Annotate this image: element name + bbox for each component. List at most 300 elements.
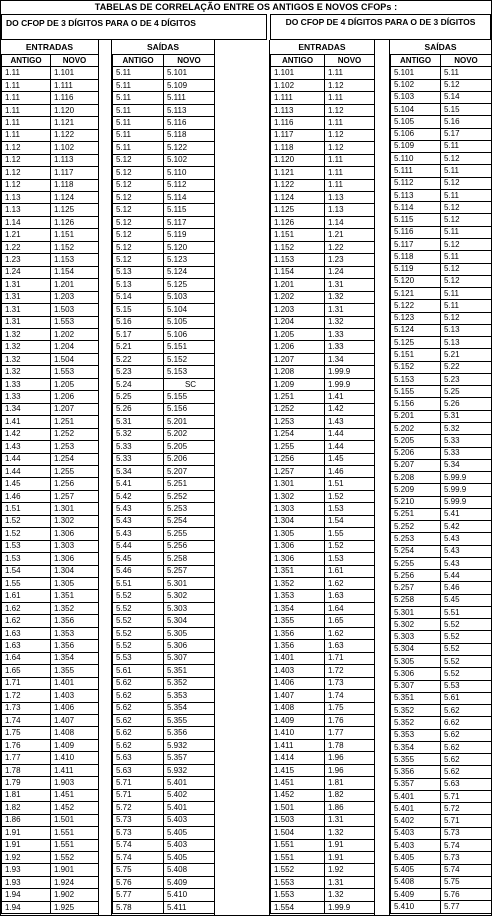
cell-novo: 1.553 [51, 366, 99, 378]
cell-novo: 1.12 [325, 104, 375, 116]
table-row [113, 814, 215, 826]
cell-antigo: 1.306 [271, 553, 325, 565]
cell-novo: 1.351 [51, 590, 99, 602]
cell-novo: 1.124 [51, 191, 99, 203]
cell-novo: 1.924 [51, 876, 99, 888]
cell-antigo: 1.32 [2, 328, 51, 340]
cell-novo: 5.153 [164, 366, 215, 378]
table-row [113, 852, 215, 864]
table-row [271, 179, 375, 191]
cell-antigo: 5.156 [391, 398, 441, 410]
cell-antigo: 5.123 [391, 312, 441, 324]
cell-novo: 5.356 [164, 727, 215, 739]
cell-novo: 1.76 [325, 715, 375, 727]
table-row [391, 238, 492, 250]
cell-novo: 5.116 [164, 117, 215, 129]
table-row [391, 852, 492, 864]
cell-antigo: 5.307 [391, 680, 441, 692]
cell-novo: 5.12 [441, 153, 492, 165]
cell-antigo: 5.43 [113, 503, 164, 515]
table-row [113, 391, 215, 403]
cell-novo: 1.353 [51, 627, 99, 639]
table-row [2, 403, 99, 415]
cell-antigo: 1.111 [271, 92, 325, 104]
cell-antigo: 1.254 [271, 428, 325, 440]
cell-novo: 5.46 [441, 582, 492, 594]
table-row [2, 416, 99, 428]
cell-antigo: 1.45 [2, 478, 51, 490]
cell-novo: 5.62 [441, 766, 492, 778]
cell-antigo: 5.11 [113, 142, 164, 154]
table-row [113, 727, 215, 739]
cell-novo: 5.73 [441, 827, 492, 839]
cell-novo: 1.52 [325, 540, 375, 552]
cell-novo: 1.203 [51, 291, 99, 303]
col-header-antigo: ANTIGO [271, 55, 325, 67]
table-row [271, 67, 375, 79]
cell-novo: 1.301 [51, 503, 99, 515]
cell-novo: 1.501 [51, 814, 99, 826]
cell-antigo: 1.24 [2, 266, 51, 278]
cell-antigo: 1.255 [271, 441, 325, 453]
table-row [391, 656, 492, 668]
table-row [271, 739, 375, 751]
cell-novo: 1.408 [51, 727, 99, 739]
cell-antigo: 1.204 [271, 316, 325, 328]
table-row [113, 378, 215, 390]
table-row [113, 416, 215, 428]
table-row [391, 140, 492, 152]
cell-antigo: 5.62 [113, 690, 164, 702]
table-row [2, 67, 99, 79]
cell-novo: 1.256 [51, 478, 99, 490]
table-row [391, 447, 492, 459]
cell-antigo: 1.305 [271, 528, 325, 540]
cell-antigo: 1.206 [271, 341, 325, 353]
cell-novo: 6.62 [441, 717, 492, 729]
cell-antigo: 5.105 [391, 116, 441, 128]
cell-antigo: 5.403 [391, 840, 441, 852]
cell-novo: 1.13 [325, 191, 375, 203]
cell-antigo: 1.414 [271, 752, 325, 764]
table-row [113, 179, 215, 191]
cell-antigo: 1.53 [2, 553, 51, 565]
table-row [271, 316, 375, 328]
cell-novo: 5.401 [164, 777, 215, 789]
cell-novo: 5.12 [441, 275, 492, 287]
table-row [2, 702, 99, 714]
cell-novo: 1.253 [51, 441, 99, 453]
table-row [391, 398, 492, 410]
cell-novo: 5.76 [441, 889, 492, 901]
cell-antigo: 5.121 [391, 288, 441, 300]
table-row [391, 472, 492, 484]
cell-antigo: 5.11 [113, 129, 164, 141]
cell-antigo: 1.251 [271, 391, 325, 403]
cell-antigo: 5.75 [113, 864, 164, 876]
cell-novo: 1.99.9 [325, 378, 375, 390]
cell-novo: 5.12 [441, 263, 492, 275]
cell-antigo: 1.355 [271, 615, 325, 627]
cell-antigo: 1.76 [2, 739, 51, 751]
cell-antigo: 1.151 [271, 229, 325, 241]
cell-novo: 1.205 [51, 378, 99, 390]
cell-antigo: 1.54 [2, 565, 51, 577]
table-row [271, 802, 375, 814]
table-row [391, 104, 492, 116]
table-row [391, 275, 492, 287]
cell-novo: 5.62 [441, 754, 492, 766]
cell-novo: 1.255 [51, 465, 99, 477]
cell-novo: 5.357 [164, 752, 215, 764]
table-row [271, 590, 375, 602]
cell-novo: 1.41 [325, 391, 375, 403]
cell-antigo: 5.52 [113, 590, 164, 602]
cell-antigo: 5.251 [391, 508, 441, 520]
cell-antigo: 5.118 [391, 251, 441, 263]
cell-novo: 5.255 [164, 528, 215, 540]
cell-novo: 1.92 [325, 864, 375, 876]
cell-antigo: 5.306 [391, 668, 441, 680]
cell-antigo: 1.33 [2, 391, 51, 403]
cell-antigo: 1.11 [2, 129, 51, 141]
table-row [391, 263, 492, 275]
cell-antigo: 5.32 [113, 428, 164, 440]
cell-novo: 5.307 [164, 652, 215, 664]
cell-antigo: 5.71 [113, 777, 164, 789]
cell-novo: 1.31 [325, 876, 375, 888]
table-row [271, 353, 375, 365]
cell-antigo: 1.32 [2, 353, 51, 365]
table-row [271, 328, 375, 340]
cell-antigo: 5.405 [391, 852, 441, 864]
cell-novo: 1.304 [51, 565, 99, 577]
table-row [271, 79, 375, 91]
cell-novo: 5.12 [441, 238, 492, 250]
table-row [113, 353, 215, 365]
cell-novo: 1.257 [51, 490, 99, 502]
table-row [2, 901, 99, 913]
cell-novo: 5.256 [164, 540, 215, 552]
cell-antigo: 1.94 [2, 889, 51, 901]
table-row [391, 668, 492, 680]
cell-antigo: 1.407 [271, 690, 325, 702]
table-row [113, 652, 215, 664]
table-row [391, 459, 492, 471]
cell-antigo: 5.72 [113, 802, 164, 814]
cell-antigo: 5.124 [391, 324, 441, 336]
right-saidas-label: SAÍDAS [424, 42, 457, 52]
col-header-novo: NOVO [325, 55, 375, 67]
table-row [391, 840, 492, 852]
cell-novo: 1.32 [325, 291, 375, 303]
cell-novo: 5.62 [441, 705, 492, 717]
cell-novo: 1.33 [325, 341, 375, 353]
cell-antigo: 5.120 [391, 275, 441, 287]
cell-antigo: 1.91 [2, 827, 51, 839]
cell-novo: 5.99.9 [441, 496, 492, 508]
cell-novo: 1.65 [325, 615, 375, 627]
cell-novo: 5.52 [441, 656, 492, 668]
left-entradas-table [1, 54, 99, 914]
cell-antigo: 1.451 [271, 777, 325, 789]
table-row [391, 214, 492, 226]
cell-antigo: 5.207 [391, 459, 441, 471]
table-row [113, 241, 215, 253]
cell-antigo: 5.152 [391, 361, 441, 373]
cell-antigo: 5.119 [391, 263, 441, 275]
cell-antigo: 5.62 [113, 739, 164, 751]
cell-antigo: 5.409 [391, 889, 441, 901]
cell-novo: 5.71 [441, 815, 492, 827]
cell-antigo: 5.102 [391, 79, 441, 91]
table-row [391, 251, 492, 263]
table-row [2, 266, 99, 278]
cell-novo: 5.74 [441, 864, 492, 876]
table-row [2, 142, 99, 154]
cell-antigo: 5.355 [391, 754, 441, 766]
cell-antigo: 1.551 [271, 852, 325, 864]
cell-antigo: 1.354 [271, 602, 325, 614]
cell-antigo: 5.12 [113, 216, 164, 228]
table-row [391, 705, 492, 717]
table-row [113, 341, 215, 353]
cell-novo: 1.117 [51, 167, 99, 179]
table-row [2, 553, 99, 565]
cell-novo: 5.11 [441, 251, 492, 263]
cell-novo: 5.12 [441, 177, 492, 189]
table-row [113, 453, 215, 465]
table-row [271, 615, 375, 627]
table-row [2, 827, 99, 839]
cell-antigo: 5.210 [391, 496, 441, 508]
table-row [271, 453, 375, 465]
cell-novo: 1.62 [325, 578, 375, 590]
cell-novo: 1.152 [51, 241, 99, 253]
table-row [2, 428, 99, 440]
cell-novo: 5.11 [441, 140, 492, 152]
cell-novo: 1.126 [51, 216, 99, 228]
cell-antigo: 5.15 [113, 304, 164, 316]
table-row [271, 789, 375, 801]
right-section-heading-text: DO CFOP DE 4 DÍGITOS PARA O DE 3 DÍGITOS [285, 17, 476, 27]
cell-antigo: 1.11 [2, 104, 51, 116]
table-row [113, 142, 215, 154]
cell-novo: 5.11 [441, 67, 492, 79]
cell-novo: 5.405 [164, 827, 215, 839]
table-row [271, 764, 375, 776]
cell-novo: 5.63 [441, 778, 492, 790]
table-row [271, 129, 375, 141]
cell-antigo: 5.254 [391, 545, 441, 557]
table-row [113, 677, 215, 689]
table-row [391, 692, 492, 704]
cell-antigo: 5.52 [113, 602, 164, 614]
cell-novo: 1.31 [325, 279, 375, 291]
table-row [113, 117, 215, 129]
cell-antigo: 5.153 [391, 373, 441, 385]
table-row [2, 216, 99, 228]
cell-antigo: 5.252 [391, 521, 441, 533]
cell-antigo: 5.41 [113, 478, 164, 490]
cell-antigo: 5.24 [113, 378, 164, 390]
cell-antigo: 5.405 [391, 864, 441, 876]
cell-antigo: 5.62 [113, 727, 164, 739]
cell-antigo: 1.52 [2, 515, 51, 527]
cell-novo: 1.403 [51, 690, 99, 702]
table-row [391, 521, 492, 533]
cell-novo: 1.252 [51, 428, 99, 440]
cell-antigo: 1.78 [2, 764, 51, 776]
cell-novo: 5.31 [441, 410, 492, 422]
table-row [271, 627, 375, 639]
table-row [271, 602, 375, 614]
cell-novo: 5.14 [441, 91, 492, 103]
table-row [271, 777, 375, 789]
table-row [271, 827, 375, 839]
table-row [391, 803, 492, 815]
cell-novo: 5.252 [164, 490, 215, 502]
table-row [113, 764, 215, 776]
cell-antigo: 5.155 [391, 386, 441, 398]
table-row [113, 154, 215, 166]
table-row [2, 802, 99, 814]
cell-novo: 1.23 [325, 254, 375, 266]
table-row [271, 154, 375, 166]
cell-novo: 1.451 [51, 789, 99, 801]
cell-novo: 1.121 [51, 117, 99, 129]
cell-novo: 1.254 [51, 453, 99, 465]
cell-antigo: 5.33 [113, 453, 164, 465]
table-row [2, 739, 99, 751]
cell-antigo: 1.61 [2, 590, 51, 602]
cell-novo: 1.202 [51, 328, 99, 340]
table-row [113, 627, 215, 639]
cell-antigo: 5.202 [391, 422, 441, 434]
table-row [271, 142, 375, 154]
table-row [271, 640, 375, 652]
cell-novo: 1.120 [51, 104, 99, 116]
table-row [391, 128, 492, 140]
cell-antigo: 5.12 [113, 254, 164, 266]
table-row [113, 802, 215, 814]
cell-novo: 5.13 [441, 324, 492, 336]
cell-novo: 5.409 [164, 876, 215, 888]
table-row [2, 465, 99, 477]
table-row [113, 789, 215, 801]
table-row [391, 876, 492, 888]
cell-antigo: 5.208 [391, 472, 441, 484]
cell-novo: 1.551 [51, 827, 99, 839]
cell-novo: 1.504 [51, 353, 99, 365]
cell-novo: 5.303 [164, 602, 215, 614]
cell-novo: 5.156 [164, 403, 215, 415]
table-row [2, 540, 99, 552]
table-row [391, 226, 492, 238]
cell-novo: 5.12 [441, 214, 492, 226]
cell-novo: 1.306 [51, 528, 99, 540]
table-row [113, 515, 215, 527]
cell-antigo: 1.74 [2, 715, 51, 727]
cell-antigo: 1.403 [271, 665, 325, 677]
table-row [271, 403, 375, 415]
cell-novo: 1.44 [325, 441, 375, 453]
table-row [2, 876, 99, 888]
cell-antigo: 5.52 [113, 615, 164, 627]
cell-antigo: 1.113 [271, 104, 325, 116]
cell-antigo: 1.117 [271, 129, 325, 141]
cell-antigo: 5.13 [113, 279, 164, 291]
table-row [391, 754, 492, 766]
cell-novo: 5.33 [441, 435, 492, 447]
cell-antigo: 1.201 [271, 279, 325, 291]
cell-novo: 1.11 [325, 167, 375, 179]
cell-antigo: 1.401 [271, 652, 325, 664]
cell-antigo: 5.42 [113, 490, 164, 502]
cell-novo: 1.101 [51, 67, 99, 79]
cell-novo: 5.34 [441, 459, 492, 471]
cell-antigo: 1.408 [271, 702, 325, 714]
cell-novo: 1.51 [325, 478, 375, 490]
cell-novo: 1.34 [325, 353, 375, 365]
cell-novo: 5.207 [164, 465, 215, 477]
cell-novo: 1.201 [51, 279, 99, 291]
table-row [391, 337, 492, 349]
cell-novo: 1.55 [325, 528, 375, 540]
table-row [2, 179, 99, 191]
cell-antigo: 5.14 [113, 291, 164, 303]
cell-antigo: 1.44 [2, 453, 51, 465]
table-row [2, 191, 99, 203]
cell-antigo: 1.63 [2, 640, 51, 652]
cell-novo: 5.52 [441, 631, 492, 643]
cell-antigo: 5.12 [113, 204, 164, 216]
cell-antigo: 1.62 [2, 615, 51, 627]
table-row [271, 901, 375, 913]
cell-novo: 5.257 [164, 565, 215, 577]
cell-novo: 1.401 [51, 677, 99, 689]
table-row [391, 349, 492, 361]
left-saidas-table [112, 54, 215, 914]
cell-antigo: 5.116 [391, 226, 441, 238]
cell-antigo: 5.354 [391, 741, 441, 753]
table-row [271, 279, 375, 291]
cell-antigo: 5.11 [113, 92, 164, 104]
table-row [271, 117, 375, 129]
cell-antigo: 1.32 [2, 341, 51, 353]
table-row [391, 300, 492, 312]
table-row [271, 889, 375, 901]
table-row [2, 154, 99, 166]
table-row [391, 741, 492, 753]
table-row [2, 640, 99, 652]
cell-novo: 5.410 [164, 889, 215, 901]
table-row [391, 864, 492, 876]
cell-antigo: 1.13 [2, 204, 51, 216]
table-row [113, 478, 215, 490]
table-row [391, 717, 492, 729]
cell-antigo: 1.44 [2, 465, 51, 477]
table-row [2, 690, 99, 702]
table-row [271, 702, 375, 714]
cell-antigo: 5.12 [113, 229, 164, 241]
cell-antigo: 1.356 [271, 640, 325, 652]
table-row [113, 129, 215, 141]
table-row [391, 619, 492, 631]
cell-novo: 1.74 [325, 690, 375, 702]
cell-novo: 1.11 [325, 154, 375, 166]
cell-antigo: 5.11 [113, 67, 164, 79]
